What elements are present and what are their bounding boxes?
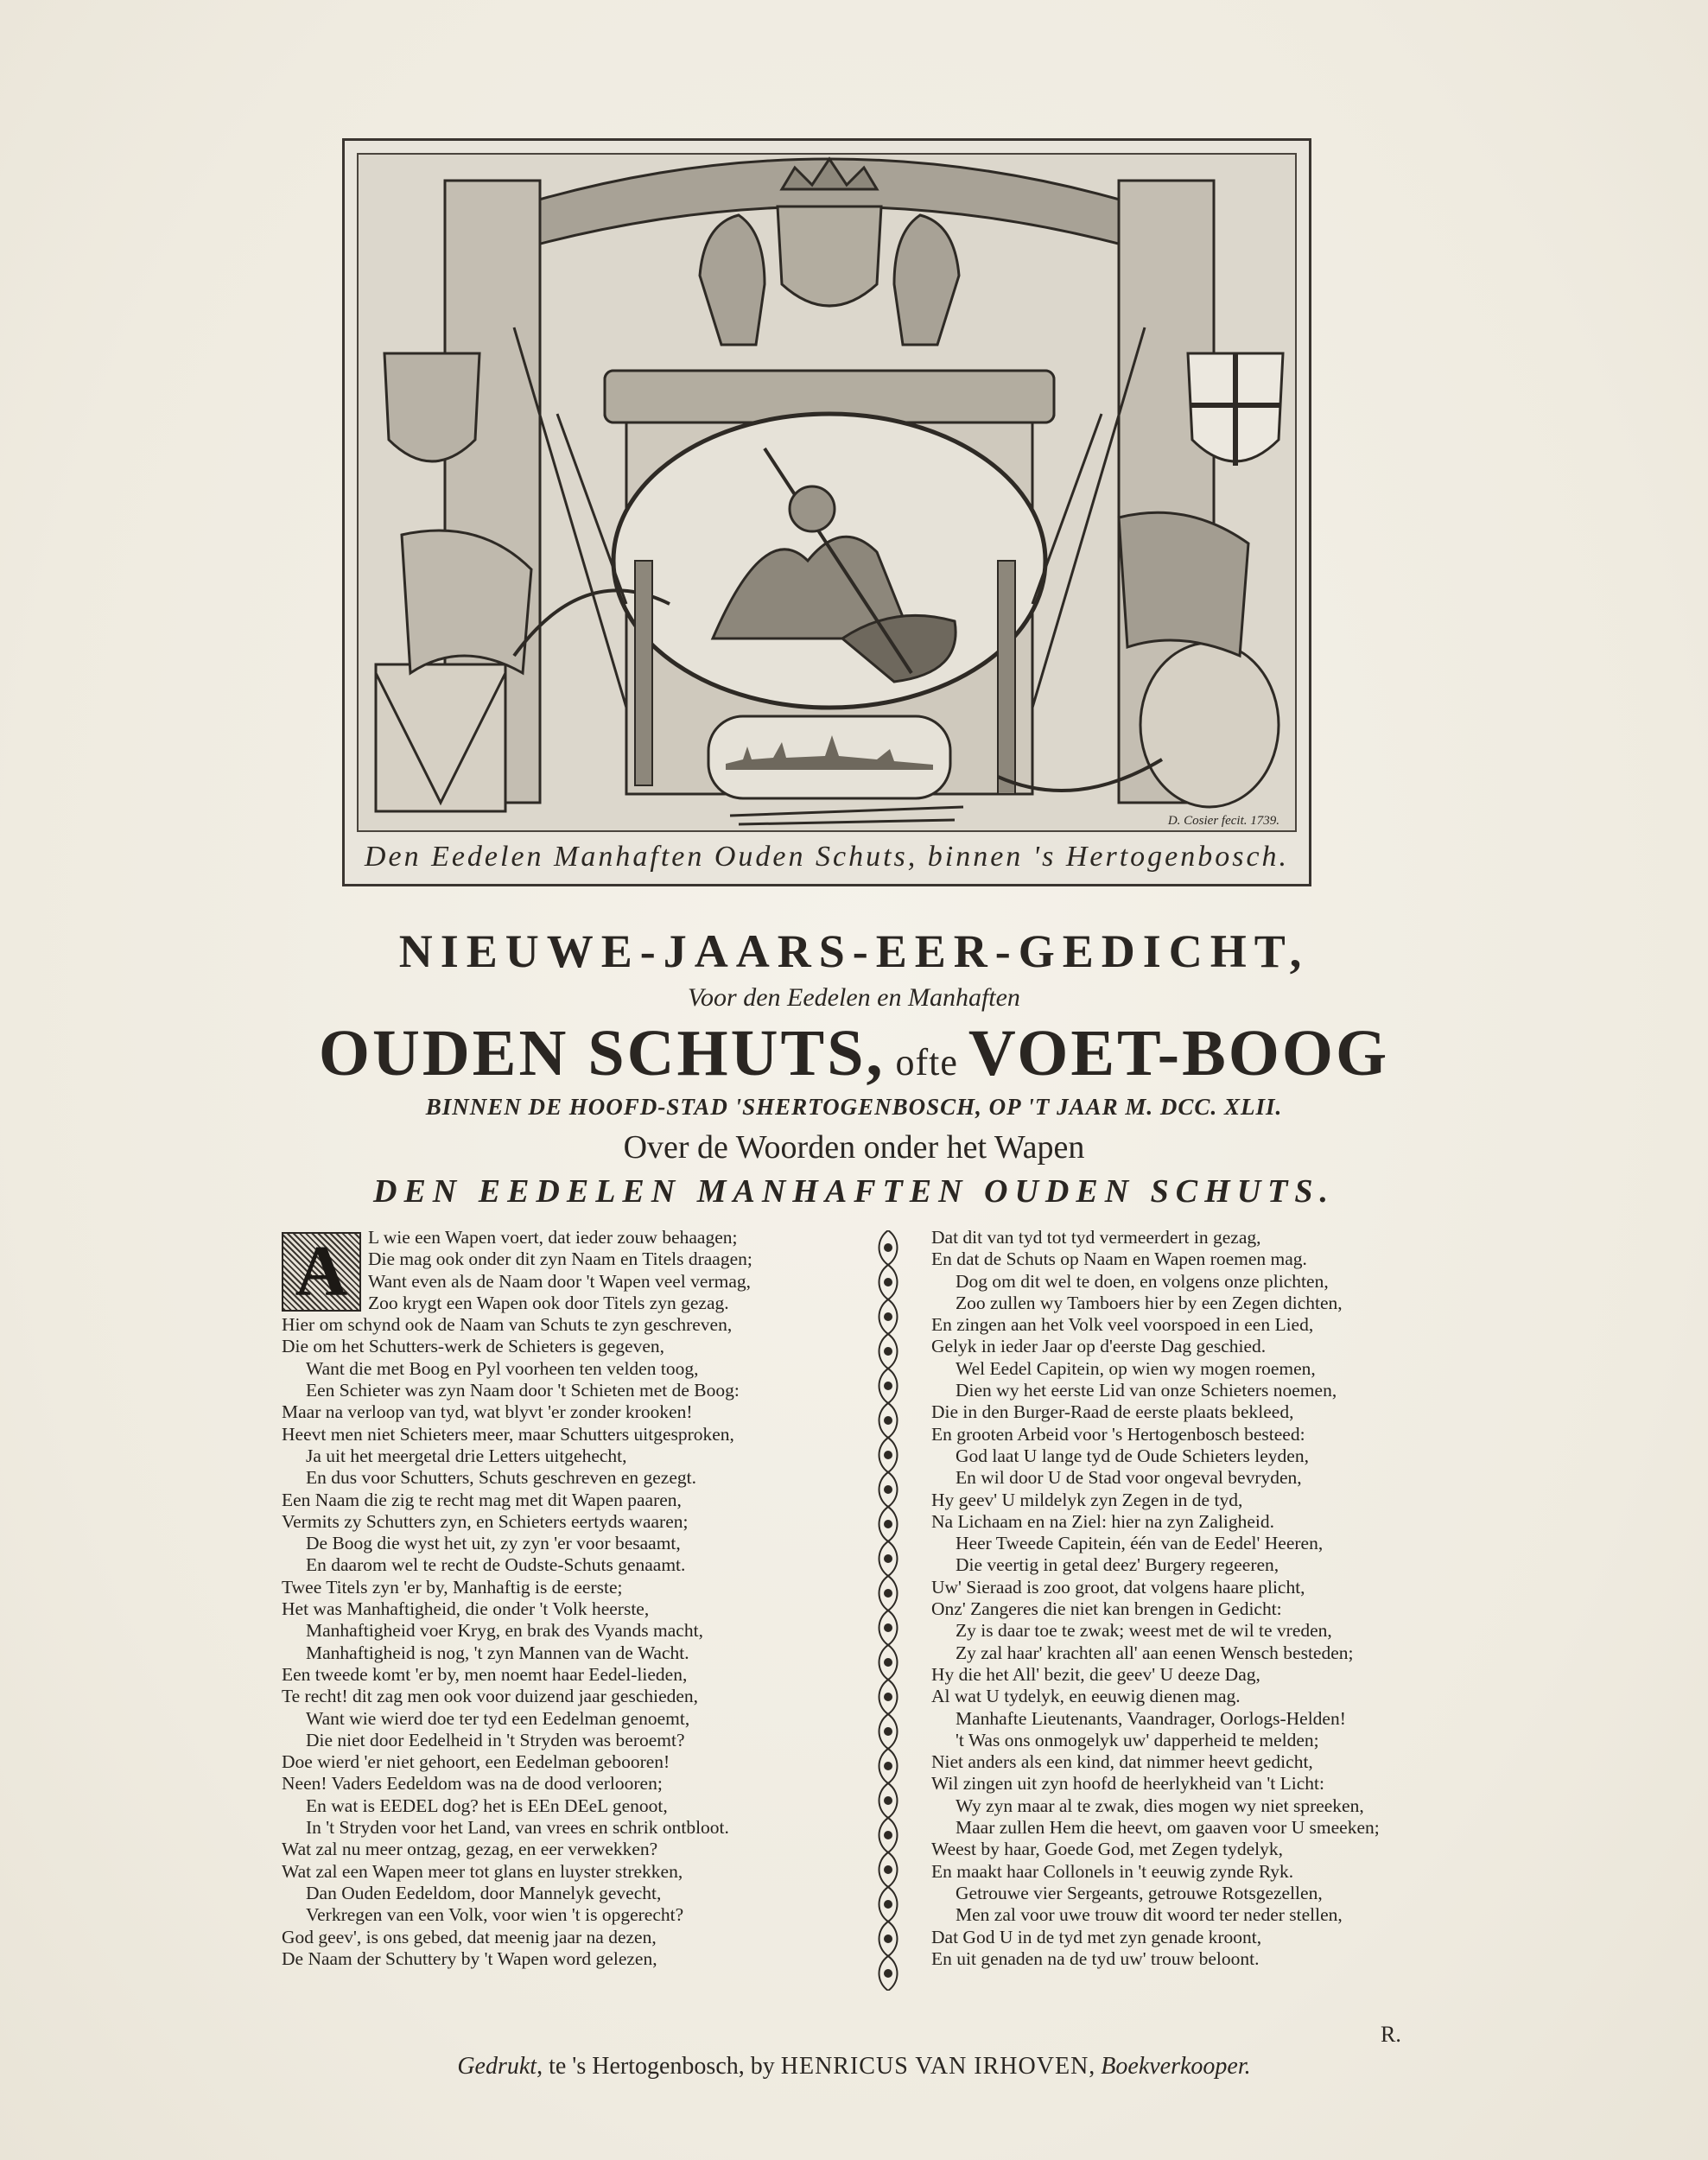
poem-line: Want wie wierd doe ter tyd een Eedelman genoemt, xyxy=(306,1707,690,1729)
poem-line: De Boog die wyst het uit, zy zyn 'er voor besaamt, xyxy=(306,1533,681,1554)
poem-line: Dan Ouden Eedeldom, door Mannelyk gevecht, xyxy=(306,1882,662,1903)
poem-line: En uit genaden na de tyd uw' trouw beloont. xyxy=(931,1947,1260,1969)
poem-line: Verkregen van een Volk, voor wien 't is opgerecht? xyxy=(306,1904,684,1926)
poem-line: Hy die het All' bezit, die geev' U deeze Dag, xyxy=(931,1663,1260,1685)
ornamental-divider xyxy=(873,1230,904,1991)
engraving-scene xyxy=(359,155,1297,832)
poem-line: Dog om dit wel te doen, en volgens onze plichten, xyxy=(956,1270,1329,1292)
poem-line: Te recht! dit zag men ook voor duizend jaar geschieden, xyxy=(282,1686,699,1707)
poem-line: Vermits zy Schutters zyn, en Schieters eertyds waaren; xyxy=(282,1510,689,1532)
poem-line: De Naam der Schuttery by 't Wapen word gelezen, xyxy=(282,1947,657,1969)
poem-line: Hy geev' U mildelyk zyn Zegen in de tyd, xyxy=(931,1489,1243,1510)
poem-line: Zy zal haar' krachten all' aan eenen Wensch besteden; xyxy=(956,1642,1354,1663)
poem-line: Heer Tweede Capitein, één van de Eedel' Heeren, xyxy=(956,1533,1324,1554)
poem-line: Twee Titels zyn 'er by, Manhaftig is de eerste; xyxy=(282,1576,623,1598)
imprint-trade: Boekverkooper. xyxy=(1101,2053,1251,2080)
title-voet-boog: VOET-BOOG xyxy=(968,1017,1390,1090)
poem-line: Een Schieter was zyn Naam door 't Schieten met de Boog: xyxy=(306,1380,740,1401)
engraving-plate xyxy=(342,138,1311,886)
poem-line: Manhafte Lieutenants, Vaandrager, Oorlogs-Helden! xyxy=(956,1707,1346,1729)
plate-caption: Den Eedelen Manhaften Ouden Schuts, binnen 's Hertogenbosch. xyxy=(364,841,1290,873)
poem-line: Heevt men niet Schieters meer, maar Schutters uitgesproken, xyxy=(282,1423,734,1445)
poem-line: Een tweede komt 'er by, men noemt haar Eedel-lieden, xyxy=(282,1663,688,1685)
poem-line: Wat zal een Wapen meer tot glans en luyster strekken, xyxy=(282,1860,683,1882)
poem-line: En wil door U de Stad voor ongeval bevryden, xyxy=(956,1467,1302,1489)
poem-line: 't Was ons onmogelyk uw' dapperheid te melden; xyxy=(956,1729,1319,1750)
decorated-initial: A xyxy=(282,1232,361,1312)
poem-line: Zoo krygt een Wapen ook door Titels zyn gezag. xyxy=(368,1292,729,1313)
poem-line: Die veertig in getal deez' Burgery regeeren, xyxy=(956,1554,1279,1576)
poem-line: Dien wy het eerste Lid van onze Schieters noemen, xyxy=(956,1380,1337,1401)
signature-mark: R. xyxy=(1381,2022,1401,2047)
poem-line: Manhaftigheid voer Kryg, en brak des Vyands macht, xyxy=(306,1620,703,1642)
poem-line: Men zal voor uwe trouw dit woord ter neder stellen, xyxy=(956,1904,1343,1926)
poem-line: Neen! Vaders Eedeldom was na de dood verlooren; xyxy=(282,1773,663,1795)
poem-line: Manhaftigheid is nog, 't zyn Mannen van de Wacht. xyxy=(306,1642,689,1663)
imprint-place: , te 's Hertogenbosch, by xyxy=(537,2053,781,2080)
poem-line: L wie een Wapen voert, dat ieder zouw behaagen; xyxy=(368,1227,738,1248)
imprint-sep: , xyxy=(1089,2053,1102,2080)
left-shield xyxy=(384,353,479,461)
poem-left-column xyxy=(282,1227,869,1970)
poem-line: Maar zullen Hem die heevt, om gaaven voor U smeeken; xyxy=(956,1817,1380,1839)
poem-right-column xyxy=(931,1227,1450,1970)
title-line-6: DEN EEDELEN MANHAFTEN OUDEN SCHUTS. xyxy=(373,1173,1335,1210)
poem-line: En dus voor Schutters, Schuts geschreven en gezegt. xyxy=(306,1467,696,1489)
poem-line: En wat is EEDEL dog? het is EEn DEeL genoot, xyxy=(306,1795,668,1816)
poem-line: Zy is daar toe te zwak; weest met de wil te vreden, xyxy=(956,1620,1332,1642)
poem-line: Want die met Boog en Pyl voorheen ten velden toog, xyxy=(306,1357,699,1379)
poem-line: Wel Eedel Capitein, op wien wy mogen roemen, xyxy=(956,1357,1316,1379)
poem-line: Al wat U tydelyk, en eeuwig dienen mag. xyxy=(931,1686,1241,1707)
right-drum xyxy=(1140,643,1279,807)
imprint-printer: HENRICUS VAN IRHOVEN xyxy=(780,2053,1089,2080)
poem-line: Wy zyn maar al te zwak, dies mogen wy niet spreeken, xyxy=(956,1795,1364,1816)
poem-line: Dat dit van tyd tot tyd vermeerdert in gezag, xyxy=(931,1227,1261,1248)
title-line-5: Over de Woorden onder het Wapen xyxy=(623,1129,1085,1166)
poem-line: Die niet door Eedelheid in 't Stryden was beroemt? xyxy=(306,1729,685,1750)
poem-line: Onz' Zangeres die niet kan brengen in Gedicht: xyxy=(931,1598,1282,1620)
title-ouden-schuts: OUDEN SCHUTS, xyxy=(318,1017,886,1090)
poem-line: God laat U lange tyd de Oude Schieters leyden, xyxy=(956,1445,1309,1466)
imprint-line xyxy=(0,2053,1708,2081)
poem-line: Want even als de Naam door 't Wapen veel vermag, xyxy=(368,1270,751,1292)
poem-line: En zingen aan het Volk veel voorspoed in een Lied, xyxy=(931,1314,1314,1336)
poem-line: Maar na verloop van tyd, wat blyvt 'er zonder krooken! xyxy=(282,1401,693,1423)
poem-line: Die om het Schutters-werk de Schieters is gegeven, xyxy=(282,1336,665,1357)
poem-line: Een Naam die zig te recht mag met dit Wapen paaren, xyxy=(282,1489,682,1510)
poem-line: En maakt haar Collonels in 't eeuwig zynde Ryk. xyxy=(931,1860,1294,1882)
coat-of-arms xyxy=(778,206,881,306)
poem-line: Weest by haar, Goede God, met Zegen tydelyk, xyxy=(931,1839,1283,1860)
poem-line: En daarom wel te recht de Oudste-Schuts genaamt. xyxy=(306,1554,686,1576)
poem-line: Niet anders als een kind, dat nimmer heevt gedicht, xyxy=(931,1751,1313,1773)
poem-line: Doe wierd 'er niet gehoort, een Eedelman gebooren! xyxy=(282,1751,670,1773)
poem-line: Die mag ook onder dit zyn Naam en Titels draagen; xyxy=(368,1248,752,1270)
poem-line: Die in den Burger-Raad de eerste plaats bekleed, xyxy=(931,1401,1294,1423)
poem-line: En dat de Schuts op Naam en Wapen roemen mag. xyxy=(931,1248,1307,1270)
poem-line: In 't Stryden voor het Land, van vrees en schrik ontbloot. xyxy=(306,1817,729,1839)
poem-line: Uw' Sieraad is zoo groot, dat volgens haare plicht, xyxy=(931,1576,1305,1598)
poem-line: Wat zal nu meer ontzag, gezag, en eer verwekken? xyxy=(282,1839,658,1860)
poem-line: Na Lichaam en na Ziel: hier na zyn Zaligheid. xyxy=(931,1510,1274,1532)
engraving-illustration xyxy=(357,153,1297,832)
title-ofte: ofte xyxy=(885,1041,968,1083)
poem-line: Getrouwe vier Sergeants, getrouwe Rotsgezellen, xyxy=(956,1882,1323,1903)
title-line-2: Voor den Eedelen en Manhaften xyxy=(688,983,1020,1012)
title-line-1: NIEUWE-JAARS-EER-GEDICHT, xyxy=(398,925,1310,977)
poem-line: Het was Manhaftigheid, die onder 't Volk heerste, xyxy=(282,1598,650,1620)
engraver-signature: D. Cosier fecit. 1739. xyxy=(1167,814,1279,828)
poem-line: Gelyk in ieder Jaar op d'eerste Dag geschied. xyxy=(931,1336,1267,1357)
poem-line: Ja uit het meergetal drie Letters uitgehecht, xyxy=(306,1445,627,1466)
title-line-4: BINNEN DE HOOFD-STAD 'SHERTOGENBOSCH, OP 'T JAAR M. DCC. XLII. xyxy=(425,1094,1283,1120)
left-drum xyxy=(376,664,505,811)
poem-line: Wil zingen uit zyn hoofd de heerlykheid van 't Licht: xyxy=(931,1773,1324,1795)
title-line-3 xyxy=(0,1016,1708,1091)
imprint-gedrukt: Gedrukt xyxy=(457,2053,537,2080)
poem-line: En grooten Arbeid voor 's Hertogenbosch besteed: xyxy=(931,1423,1305,1445)
poem-line: God geev', is ons gebed, dat meenig jaar na dezen, xyxy=(282,1926,657,1947)
poem-line: Hier om schynd ook de Naam van Schuts te zyn geschreven, xyxy=(282,1314,733,1336)
poem-line: Zoo zullen wy Tamboers hier by een Zegen dichten, xyxy=(956,1292,1343,1313)
poem-line: Dat God U in de tyd met zyn genade kroont, xyxy=(931,1926,1262,1947)
